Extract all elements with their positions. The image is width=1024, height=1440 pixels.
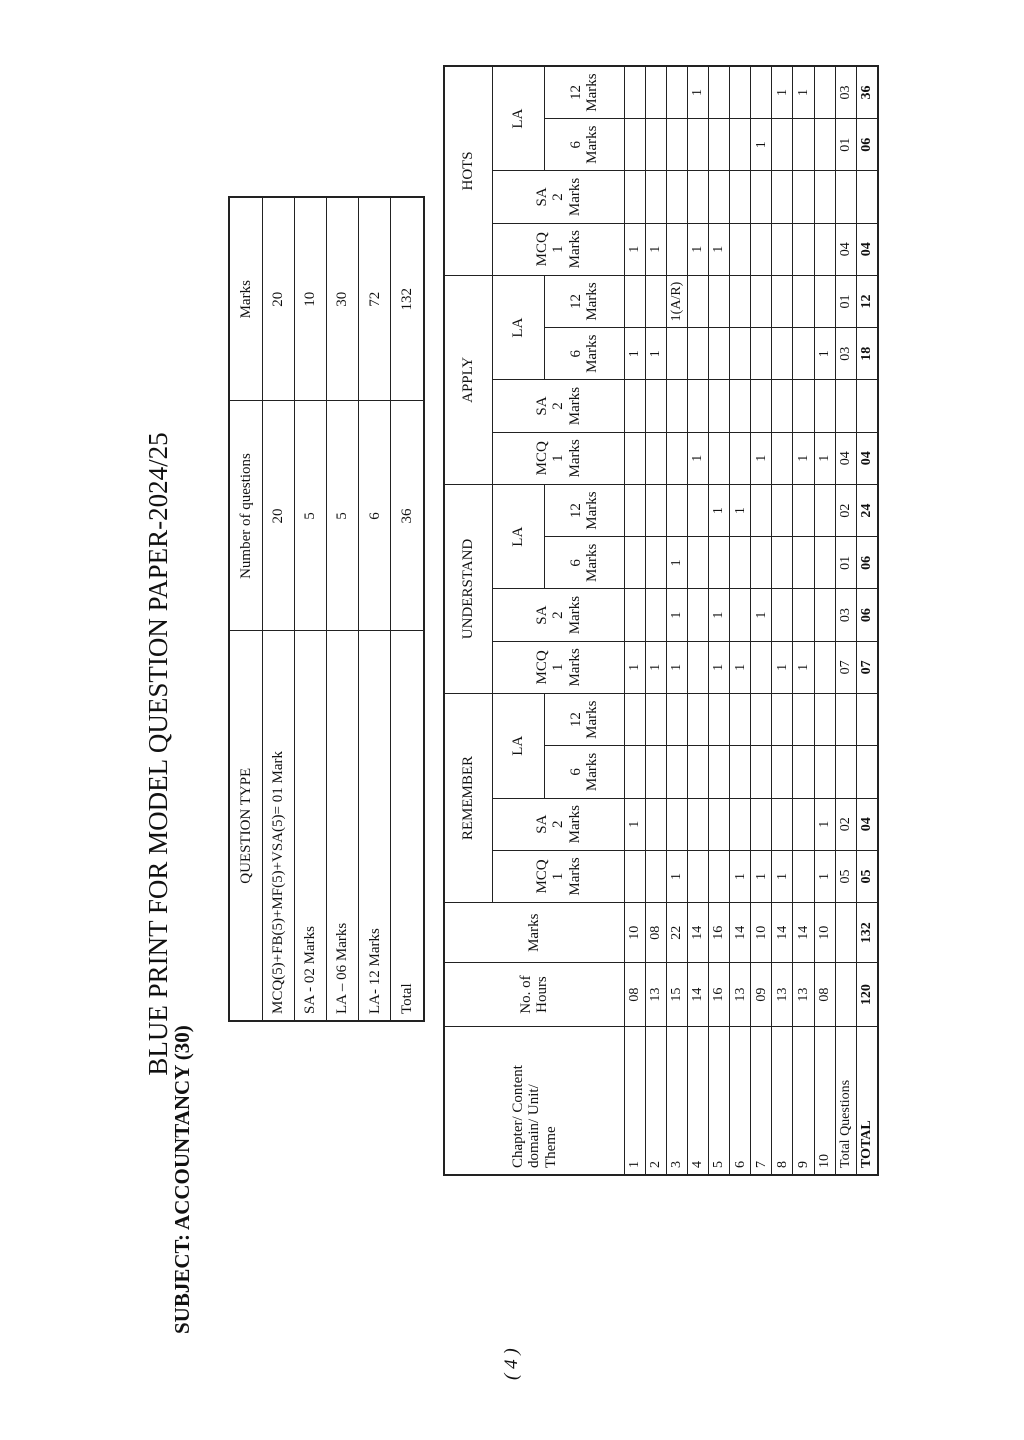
chapter-cell: 2: [645, 1026, 666, 1175]
value-cell: [645, 66, 666, 119]
value-cell: [687, 746, 708, 798]
hours-cell: 08: [814, 963, 835, 1026]
hours-cell: 13: [645, 963, 666, 1026]
value-cell: [730, 694, 751, 746]
value-cell: [751, 798, 772, 850]
value-cell: [751, 171, 772, 223]
value-cell: [645, 798, 666, 850]
header-number-of-questions: Number of questions: [229, 401, 262, 631]
value-cell: [687, 537, 708, 589]
value-cell: [772, 694, 793, 746]
header-mcq-1-marks: MCQ 1 Marks: [493, 850, 624, 902]
value-cell: [687, 589, 708, 641]
value-cell: [772, 537, 793, 589]
value-cell: 1: [772, 641, 793, 693]
value-cell: [645, 171, 666, 223]
value-cell: [666, 694, 687, 746]
table-row: [359, 197, 391, 1021]
value-cell: [666, 66, 687, 119]
value-cell: 1: [814, 432, 835, 484]
value-cell: [645, 119, 666, 171]
value-cell: [793, 223, 814, 275]
value-cell: 1: [751, 589, 772, 641]
value-cell: 1: [624, 798, 645, 850]
value-cell: [709, 850, 730, 902]
value-cell: 1: [666, 589, 687, 641]
value-cell: [772, 432, 793, 484]
value-cell: 1: [730, 850, 751, 902]
value-cell: [730, 537, 751, 589]
chapter-cell: Total Questions: [835, 1026, 856, 1175]
marks-cell: 14: [730, 903, 751, 963]
value-cell: 1: [687, 223, 708, 275]
question-type-cell: LA- 12 Marks: [359, 631, 391, 1021]
question-count-cell: 6: [359, 401, 391, 631]
hours-cell: 09: [751, 963, 772, 1026]
header-understand: UNDERSTAND: [444, 484, 493, 693]
value-cell: 24: [856, 484, 878, 536]
chapter-cell: 9: [793, 1026, 814, 1175]
value-cell: 01: [835, 275, 856, 327]
value-cell: 04: [856, 432, 878, 484]
table-row: [793, 66, 814, 1175]
header-sa-2-marks: SA 2 Marks: [493, 171, 624, 223]
value-cell: [730, 119, 751, 171]
value-cell: [793, 537, 814, 589]
value-cell: 1: [666, 537, 687, 589]
value-cell: [835, 746, 856, 798]
value-cell: 1: [751, 432, 772, 484]
value-cell: [624, 119, 645, 171]
header-mcq-1-marks: MCQ 1 Marks: [493, 432, 624, 484]
value-cell: [624, 380, 645, 432]
hours-cell: 08: [624, 963, 645, 1026]
header-chapter: Chapter/ Content domain/ Unit/ Theme: [444, 1026, 624, 1175]
marks-cell: 10: [624, 903, 645, 963]
header-hours: No. of Hours: [444, 963, 624, 1026]
value-cell: [730, 275, 751, 327]
header-la-12-marks: 12 Marks: [544, 694, 624, 746]
table-row: [262, 197, 294, 1021]
value-cell: [666, 171, 687, 223]
table-row: [294, 197, 326, 1021]
header-la-12-marks: 12 Marks: [544, 275, 624, 327]
value-cell: [793, 694, 814, 746]
value-cell: 03: [835, 328, 856, 380]
value-cell: [814, 119, 835, 171]
value-cell: [772, 589, 793, 641]
value-cell: [687, 380, 708, 432]
value-cell: [751, 694, 772, 746]
value-cell: [772, 171, 793, 223]
value-cell: [772, 746, 793, 798]
value-cell: 1: [793, 432, 814, 484]
table-row: [326, 197, 358, 1021]
value-cell: [835, 380, 856, 432]
hours-cell: 120: [856, 963, 878, 1026]
question-count-cell: 5: [326, 401, 358, 631]
value-cell: [666, 119, 687, 171]
value-cell: [730, 432, 751, 484]
value-cell: [709, 380, 730, 432]
value-cell: [687, 641, 708, 693]
marks-cell: 08: [645, 903, 666, 963]
marks-cell: 16: [709, 903, 730, 963]
value-cell: [772, 223, 793, 275]
header-sa-2-marks: SA 2 Marks: [493, 380, 624, 432]
value-cell: [645, 694, 666, 746]
question-marks-cell: 30: [326, 197, 358, 401]
header-apply: APPLY: [444, 275, 493, 484]
header-la-6-marks: 6 Marks: [544, 746, 624, 798]
chapter-cell: TOTAL: [856, 1026, 878, 1175]
value-cell: 04: [835, 432, 856, 484]
value-cell: [624, 850, 645, 902]
value-cell: 04: [856, 798, 878, 850]
value-cell: 1: [751, 850, 772, 902]
value-cell: [687, 328, 708, 380]
table-row: [835, 66, 856, 1175]
value-cell: 1: [709, 641, 730, 693]
header-la-12-marks: 12 Marks: [544, 484, 624, 536]
value-cell: [751, 223, 772, 275]
table-row: [772, 66, 793, 1175]
value-cell: [687, 484, 708, 536]
value-cell: 18: [856, 328, 878, 380]
value-cell: [730, 746, 751, 798]
value-cell: 02: [835, 798, 856, 850]
value-cell: [687, 798, 708, 850]
value-cell: [856, 171, 878, 223]
question-type-table: [228, 196, 425, 1022]
value-cell: 03: [835, 66, 856, 119]
marks-cell: 10: [751, 903, 772, 963]
value-cell: [814, 694, 835, 746]
table-row: [645, 66, 666, 1175]
value-cell: 05: [856, 850, 878, 902]
question-type-cell: MCQ(5)+FB(5)+MF(5)+VSA(5)= 01 Mark: [262, 631, 294, 1021]
value-cell: [793, 380, 814, 432]
question-type-cell: LA – 06 Marks: [326, 631, 358, 1021]
table-row: [624, 66, 645, 1175]
question-marks-cell: 20: [262, 197, 294, 401]
value-cell: 1: [645, 328, 666, 380]
value-cell: [814, 484, 835, 536]
hours-cell: 14: [687, 963, 708, 1026]
value-cell: [624, 66, 645, 119]
value-cell: [645, 275, 666, 327]
header-la-12-marks: 12 Marks: [544, 66, 624, 119]
value-cell: [709, 746, 730, 798]
chapter-cell: 1: [624, 1026, 645, 1175]
marks-cell: 14: [687, 903, 708, 963]
value-cell: [645, 484, 666, 536]
question-count-cell: 5: [294, 401, 326, 631]
table-row: [687, 66, 708, 1175]
value-cell: [730, 328, 751, 380]
value-cell: [709, 328, 730, 380]
value-cell: [624, 589, 645, 641]
hours-cell: 13: [793, 963, 814, 1026]
header-la-6-marks: 6 Marks: [544, 328, 624, 380]
value-cell: 1: [666, 850, 687, 902]
value-cell: 05: [835, 850, 856, 902]
hours-cell: 15: [666, 963, 687, 1026]
subject-heading: SUBJECT: ACCOUNTANCY (30): [170, 1025, 194, 1334]
value-cell: [709, 694, 730, 746]
value-cell: [624, 694, 645, 746]
table-row: [444, 66, 493, 1175]
value-cell: [814, 537, 835, 589]
header-hots: HOTS: [444, 66, 493, 275]
value-cell: 02: [835, 484, 856, 536]
value-cell: [772, 484, 793, 536]
value-cell: 1: [814, 328, 835, 380]
marks-cell: 14: [772, 903, 793, 963]
value-cell: [624, 537, 645, 589]
chapter-cell: 3: [666, 1026, 687, 1175]
table-row: [751, 66, 772, 1175]
value-cell: [793, 746, 814, 798]
value-cell: 1: [793, 641, 814, 693]
value-cell: [666, 798, 687, 850]
value-cell: [793, 328, 814, 380]
value-cell: 03: [835, 589, 856, 641]
value-cell: [624, 432, 645, 484]
value-cell: [709, 432, 730, 484]
marks-cell: [835, 903, 856, 963]
value-cell: 07: [856, 641, 878, 693]
value-cell: [793, 798, 814, 850]
value-cell: [814, 380, 835, 432]
value-cell: [793, 589, 814, 641]
value-cell: [751, 66, 772, 119]
value-cell: 1: [645, 223, 666, 275]
value-cell: 04: [835, 223, 856, 275]
value-cell: [709, 66, 730, 119]
value-cell: [856, 380, 878, 432]
question-type-cell: SA - 02 Marks: [294, 631, 326, 1021]
value-cell: 1(A/R): [666, 275, 687, 327]
question-marks-cell: 72: [359, 197, 391, 401]
value-cell: [645, 850, 666, 902]
value-cell: 1: [624, 328, 645, 380]
header-mcq-1-marks: MCQ 1 Marks: [493, 223, 624, 275]
value-cell: 1: [751, 119, 772, 171]
value-cell: [730, 171, 751, 223]
value-cell: 1: [709, 589, 730, 641]
chapter-cell: 10: [814, 1026, 835, 1175]
value-cell: [814, 171, 835, 223]
value-cell: [645, 380, 666, 432]
hours-cell: [835, 963, 856, 1026]
table-row: [856, 66, 878, 1175]
marks-cell: 132: [856, 903, 878, 963]
value-cell: 1: [730, 484, 751, 536]
blueprint-table: [443, 65, 879, 1176]
hours-cell: 16: [709, 963, 730, 1026]
question-count-cell: 36: [391, 401, 424, 631]
value-cell: [772, 275, 793, 327]
table-row: [730, 66, 751, 1175]
value-cell: [709, 275, 730, 327]
value-cell: [772, 119, 793, 171]
value-cell: [666, 223, 687, 275]
hours-cell: 13: [730, 963, 751, 1026]
marks-cell: 10: [814, 903, 835, 963]
value-cell: [772, 798, 793, 850]
value-cell: [687, 275, 708, 327]
table-row: [666, 66, 687, 1175]
value-cell: [624, 275, 645, 327]
value-cell: 1: [687, 66, 708, 119]
question-type-cell: Total: [391, 631, 424, 1021]
header-sa-2-marks: SA 2 Marks: [493, 589, 624, 641]
value-cell: [709, 119, 730, 171]
value-cell: [730, 589, 751, 641]
value-cell: [624, 746, 645, 798]
header-sa-2-marks: SA 2 Marks: [493, 798, 624, 850]
marks-cell: 14: [793, 903, 814, 963]
value-cell: 1: [772, 850, 793, 902]
value-cell: [666, 484, 687, 536]
table-row: [814, 66, 835, 1175]
value-cell: 1: [814, 850, 835, 902]
value-cell: 01: [835, 537, 856, 589]
value-cell: 1: [624, 641, 645, 693]
value-cell: [814, 66, 835, 119]
table-row: [709, 66, 730, 1175]
value-cell: 04: [856, 223, 878, 275]
value-cell: 1: [687, 432, 708, 484]
value-cell: [624, 484, 645, 536]
value-cell: [856, 746, 878, 798]
value-cell: [730, 66, 751, 119]
value-cell: 12: [856, 275, 878, 327]
value-cell: [687, 850, 708, 902]
value-cell: [730, 380, 751, 432]
value-cell: [666, 746, 687, 798]
value-cell: 1: [709, 223, 730, 275]
value-cell: [835, 171, 856, 223]
value-cell: [751, 328, 772, 380]
value-cell: [793, 275, 814, 327]
header-remember: REMEMBER: [444, 694, 493, 903]
value-cell: 07: [835, 641, 856, 693]
value-cell: [645, 589, 666, 641]
header-la: LA: [493, 66, 544, 171]
value-cell: [666, 380, 687, 432]
value-cell: 06: [856, 119, 878, 171]
value-cell: [772, 380, 793, 432]
value-cell: [730, 798, 751, 850]
value-cell: [645, 432, 666, 484]
value-cell: 1: [793, 66, 814, 119]
value-cell: [645, 537, 666, 589]
value-cell: [793, 850, 814, 902]
value-cell: 1: [730, 641, 751, 693]
value-cell: [793, 484, 814, 536]
value-cell: [814, 746, 835, 798]
value-cell: 1: [709, 484, 730, 536]
value-cell: [814, 223, 835, 275]
value-cell: [814, 641, 835, 693]
value-cell: [666, 432, 687, 484]
question-marks-cell: 132: [391, 197, 424, 401]
header-la: LA: [493, 275, 544, 380]
marks-cell: 22: [666, 903, 687, 963]
chapter-cell: 8: [772, 1026, 793, 1175]
value-cell: 1: [772, 66, 793, 119]
value-cell: [751, 380, 772, 432]
table-row: [229, 197, 262, 1021]
header-marks: Marks: [444, 903, 624, 963]
value-cell: 06: [856, 589, 878, 641]
header-la-6-marks: 6 Marks: [544, 119, 624, 171]
value-cell: 1: [814, 798, 835, 850]
header-mcq-1-marks: MCQ 1 Marks: [493, 641, 624, 693]
value-cell: [709, 798, 730, 850]
value-cell: 36: [856, 66, 878, 119]
value-cell: 01: [835, 119, 856, 171]
value-cell: [666, 328, 687, 380]
value-cell: [793, 171, 814, 223]
header-la: LA: [493, 484, 544, 589]
header-la: LA: [493, 694, 544, 799]
chapter-cell: 7: [751, 1026, 772, 1175]
value-cell: [624, 171, 645, 223]
value-cell: [709, 537, 730, 589]
chapter-cell: 4: [687, 1026, 708, 1175]
header-question-type: QUESTION TYPE: [229, 631, 262, 1021]
page-title: BLUE PRINT FOR MODEL QUESTION PAPER-2024/25: [143, 432, 173, 1076]
value-cell: 1: [666, 641, 687, 693]
value-cell: [793, 119, 814, 171]
table-row: [391, 197, 424, 1021]
value-cell: 1: [645, 641, 666, 693]
value-cell: [645, 746, 666, 798]
hours-cell: 13: [772, 963, 793, 1026]
value-cell: [730, 223, 751, 275]
page-number: ( 4 ): [501, 1348, 522, 1380]
value-cell: [751, 641, 772, 693]
value-cell: [751, 484, 772, 536]
question-marks-cell: 10: [294, 197, 326, 401]
value-cell: [835, 694, 856, 746]
value-cell: [709, 171, 730, 223]
value-cell: [751, 275, 772, 327]
question-count-cell: 20: [262, 401, 294, 631]
value-cell: [687, 694, 708, 746]
value-cell: [687, 119, 708, 171]
value-cell: [856, 694, 878, 746]
value-cell: [687, 171, 708, 223]
chapter-cell: 5: [709, 1026, 730, 1175]
value-cell: 06: [856, 537, 878, 589]
value-cell: 1: [624, 223, 645, 275]
value-cell: [814, 589, 835, 641]
value-cell: [751, 537, 772, 589]
header-marks: Marks: [229, 197, 262, 401]
chapter-cell: 6: [730, 1026, 751, 1175]
value-cell: [814, 275, 835, 327]
value-cell: [751, 746, 772, 798]
value-cell: [772, 328, 793, 380]
header-la-6-marks: 6 Marks: [544, 537, 624, 589]
